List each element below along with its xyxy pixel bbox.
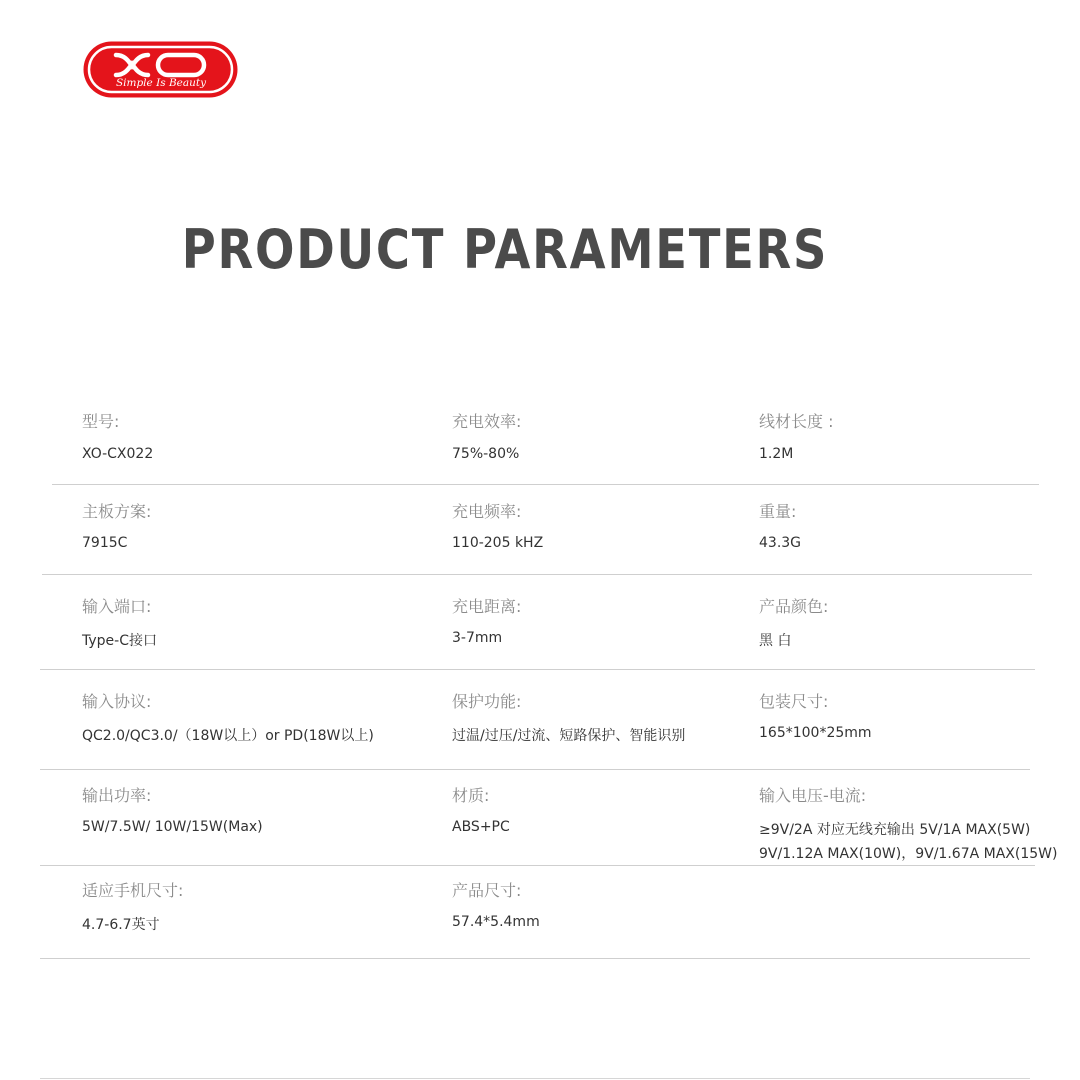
param-value-color: 黑 白 bbox=[759, 633, 792, 649]
row-divider bbox=[40, 669, 1035, 670]
param-label-protocol: 输入协议: bbox=[82, 692, 152, 711]
bottom-divider bbox=[40, 1078, 1030, 1079]
param-value-input-port: Type-C接口 bbox=[82, 633, 157, 649]
param-label-cable-length: 线材长度 : bbox=[759, 412, 834, 431]
param-label-distance: 充电距离: bbox=[452, 597, 522, 616]
row-divider bbox=[42, 574, 1032, 575]
param-value-cable-length: 1.2M bbox=[759, 446, 794, 462]
param-label-output-power: 输出功率: bbox=[82, 786, 152, 805]
param-value-package-size: 165*100*25mm bbox=[759, 725, 872, 741]
param-label-package-size: 包装尺寸: bbox=[759, 692, 829, 711]
param-label-input-port: 输入端口: bbox=[82, 597, 152, 616]
param-value-input-voltage: ≥9V/2A 对应无线充输出 5V/1A MAX(5W) bbox=[759, 822, 1031, 838]
param-label-material: 材质: bbox=[452, 786, 490, 805]
param-label-product-size: 产品尺寸: bbox=[452, 881, 522, 900]
param-value-protocol: QC2.0/QC3.0/（18W以上）or PD(18W以上) bbox=[82, 728, 374, 744]
param-value-efficiency: 75%-80% bbox=[452, 446, 520, 462]
param-value-frequency: 110-205 kHZ bbox=[452, 535, 544, 551]
param-value-weight: 43.3G bbox=[759, 535, 802, 551]
param-value-model: XO-CX022 bbox=[82, 446, 154, 462]
row-divider bbox=[52, 484, 1039, 485]
param-value-phone-size: 4.7-6.7英寸 bbox=[82, 917, 160, 933]
row-divider bbox=[40, 865, 1035, 866]
param-label-mainboard: 主板方案: bbox=[82, 502, 152, 521]
brand-tagline: Simple Is Beauty bbox=[115, 77, 207, 89]
param-value-material: ABS+PC bbox=[452, 819, 510, 835]
brand-logo bbox=[82, 40, 239, 99]
row-divider bbox=[40, 958, 1030, 959]
param-label-frequency: 充电频率: bbox=[452, 502, 522, 521]
param-value-distance: 3-7mm bbox=[452, 630, 503, 646]
param-label-phone-size: 适应手机尺寸: bbox=[82, 881, 184, 900]
param-value-input-voltage-line2: 9V/1.12A MAX(10W)，9V/1.67A MAX(15W) bbox=[759, 846, 1058, 862]
page-title: PRODUCT PARAMETERS bbox=[181, 218, 829, 281]
param-value-protection: 过温/过压/过流、短路保护、智能识别 bbox=[452, 728, 686, 744]
param-label-color: 产品颜色: bbox=[759, 597, 829, 616]
param-label-efficiency: 充电效率: bbox=[452, 412, 522, 431]
param-label-protection: 保护功能: bbox=[452, 692, 522, 711]
param-value-output-power: 5W/7.5W/ 10W/15W(Max) bbox=[82, 819, 263, 835]
param-value-product-size: 57.4*5.4mm bbox=[452, 914, 540, 930]
param-label-weight: 重量: bbox=[759, 502, 797, 521]
param-label-model: 型号: bbox=[82, 412, 120, 431]
param-value-mainboard: 7915C bbox=[82, 535, 128, 551]
row-divider bbox=[40, 769, 1030, 770]
param-label-input-voltage: 输入电压-电流: bbox=[759, 786, 867, 805]
